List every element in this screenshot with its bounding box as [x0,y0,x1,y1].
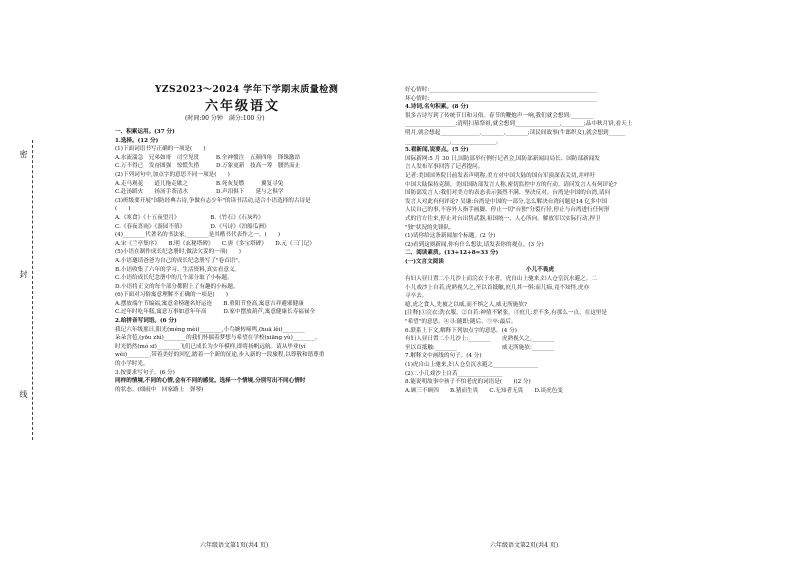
text-line: [注释]①浣衣:洗衣服。②自若:神情不紧张。③庶几:差不多,有那么一点。在这里是 [405,310,607,317]
text-line: 有妇人昼日置二小儿沙上:________ 虎熟视久之,________ [405,336,555,343]
binding-label: 密 [19,150,28,160]
text-line: 3.按要求写句子。(6 分) [115,369,175,376]
text-line: 的小学时光。 [115,361,149,368]
text-line: 坏心情时:____________________________________________________________ [405,95,598,102]
text-line: (2)下列词句中,加点字的意思不同一项是( ) [115,171,230,178]
text-line: (2)看到这则新闻,你有什么想法,请发表你的观点。(3 分) [405,241,544,248]
text-line: 中国大陆保持克制。美国国防部发言人称,密切监控中方的行动。请问发言人有何评论? [405,181,617,188]
text-line: 好心情时:____________________________________________________________ [405,87,598,93]
text-line: 国际新网:5 月 30 日,国防部举行例行记者会,国防部新闻局局长、国防部新闻发 [405,155,600,162]
text-line: 朵朵含苞,(yōu zhì)________的我们怀揣着梦想与希望在学校(xiāng yù)________。 [115,335,321,342]
left-footer: 六年级语文第1页(共4 页) [200,542,269,549]
text-line: A.小语邀请爸爸为自己的成长纪念册写了"卷首语"。 [115,257,244,264]
exam-meta: (时间:90 分钟 满分:100 分) [185,115,265,122]
text-line: D.小语将正文的每个部分都附上了有趣的小标题。 [115,283,239,290]
text-line: A.顾三不顾四 B.猪而生畏 C.无知者无畏 D.谈虎色变 [405,387,563,394]
text-line: ( ) [115,206,131,213]
binding-label: 线 [19,390,28,400]
text-line: 言人发布军事回答了记者提问。 [405,164,484,171]
text-line: 7.解释文中画线的句子。(4 分) [405,353,482,360]
text-line: (1)虎自山上驰来,妇人仓皇沉水避之________________ [405,362,538,368]
text-line: ________________,________________。 [405,138,502,145]
text-line: (一)文言文阅读 [405,258,444,265]
right-column [405,86,675,395]
text-line: (3)班级要开展"国防经典古诗,争做有志少年"的读书活动,适合小语选择的古诗是 [115,197,311,204]
binding-label: 封 [19,270,28,280]
text-line: 5.看新闻,说要点。(5 分) [405,147,469,154]
text-line: 式的官方往来,停止对台出售武器,祖国统一、人心所向。解放军以实际行动,捍卫 [405,215,601,222]
text-line: A.摆放端午节编福,寓意金榜题名好运连 B.重阳节登高,寓意吉祥避邪健康 [115,300,304,307]
text-line: 小儿不畏虎 [526,267,554,274]
exam-subject: 六年级语文 [205,99,281,114]
text-line: 一、积累运用。(37 分) [115,129,175,135]
text-line: 噫,虎之食人,先被之以威,而不惧之人,威无所施欤? [405,301,527,308]
text-line: 2.给拼音写词语。(6 分) [115,318,177,325]
text-line: C.《春夜喜雨》《游园不值》 D.《马诗》《泊船瓜洲》 [115,223,270,230]
left-column [115,128,387,394]
text-line: "独"状况的先锋队。 [405,224,455,231]
text-line: C.赴汤蹈火 扬汤手荼清水 D.声泪俱下 延与之俱学 [115,189,284,196]
text-line: 8.能说明故事中孩子不怕老虎的词语是( )(2 分) [405,379,531,386]
text-line: 我记六年级那日,阳光(méng mèi)________,小鸟婉转啼鸣,(huā lěi)________ [115,326,305,333]
text-line: (4)________代著名的书法家,________是其楷书代表作之一。( ) [115,232,281,239]
text-line: 同样的情境,不同的心情,会有不同的感觉。选择一个情境,分别写出不同心情时 [115,378,306,385]
text-line: (1)下面词语书写正确的一项是( ) [115,146,206,153]
text-line: wèi)________,带着美好的回忆,踏着一个新的征途,步入新的一段旅程,以尊敬和谐尊重 [115,352,325,359]
text-line: 6.联系上下文,解释下列加点字的意思。(4 分) [405,327,517,334]
binding-line [32,140,33,440]
text-line: (1)请你给这条新闻加个标题。(2 分) [405,233,496,240]
text-line: (2)二小儿戏沙上自若________________ [405,370,503,377]
text-line: C.小语给成长纪念册中的几个部分取了小标题。 [115,275,233,282]
text-line: 很多古诗写到了传统节日和习俗。春节的鞭炮声一响,我们就会想到:________ [405,112,594,119]
text-line: 1.选择。(12 分) [115,137,159,144]
text-line: (5)小语在制作成长纪念册时,做法欠妥的一项( ) [115,249,241,256]
text-line: 明月,就会想起______________,________,________;读民间故事(牛郎织女),就会想到______ [405,129,626,136]
text-line: 人民自己的事,不容外人指手画脚。停止一切"台独"分裂行径,停止与台湾进行任何形 [405,207,610,214]
text-line: 4.诗词,名句积累。(8 分) [405,104,469,111]
text-line: 寻卒去。 [405,293,428,300]
text-line: "希望"的意思。④寻:随即;随后。⑤卒:最后。 [405,319,517,326]
right-footer: 六年级语文第2页(共4 页) [490,542,559,549]
text-line: 至以首抵触:________ 威无所施欤:________ [405,344,555,351]
text-line: 发言人对此有何评论? 吴谦:台湾是中国的一部分,怎么解决台湾问题是14 亿多中国 [405,198,607,205]
text-line: (6)下面对习俗寓意理解不正确的一项是( ) [115,292,228,299]
text-line: A.《寒食》《十五夜望月》 B.《竹石》《石灰吟》 [115,214,264,221]
text-line: B.小语收集了六年的学习、生活资料,真实看意义。 [115,266,241,273]
exam-title: YZS2023～2024 学年下学期末质量检测 [155,85,339,95]
text-line: 的状态。(细雨中 回家路上 弹琴) [115,386,204,393]
text-line: 二、阅读素质。(13+12+8=33 分) [405,250,499,257]
text-line: 小儿戏沙上自若,虎熟视久之,至以首抵触,庶几其一惧;而儿痴,竟不知怪,虎亦 [405,284,590,291]
text-line: A.宋《兰亭集序》 B.明《玄秘塔碑》 C.唐《多宝塔碑》 D.元《三门记》 [115,240,315,247]
text-line: C.过年时吃年糕,寓意万事如意年年高 D.家中摆放葫芦,寓意健康长寿福禄全 [115,309,316,316]
text-line: 有妇人昼日置二小儿沙上而浣衣于水者。虎自山上驰来,妇人仓皇沉水避之。二 [405,276,597,283]
text-line: 国防部发言人:我们对美方的表态表示强烈不满、坚决反对。台湾是中国的台湾,请问 [405,190,611,197]
text-line: C.万不得已 发奋图强 惊慌失措 D.万象更新 技高一筹 腰然而止 [115,163,301,170]
binding-margin [18,140,58,440]
text-line: A.水流湍急 兄弟如哥 司空见贯 B.全神惯注 五颜四角 锋铢激昂 [115,154,301,161]
text-line: __________________;清明扫墓祭祖,就会想到________________,________;品中秋月饼,看天上 [405,121,633,128]
text-line: 时光悄然(mó sī)________飞们已成长为少年模样,即将扬帆远航。请从毕业(yí [115,343,306,350]
text-line: A.走马观花 道儿拖走歇之 B.死灰复燃 翼复寻兔 [115,180,284,187]
text-line: 记者:美国国务院日前发表声明称,美方对中国大陆的国台军演深表关切,并呼吁 [405,172,596,179]
